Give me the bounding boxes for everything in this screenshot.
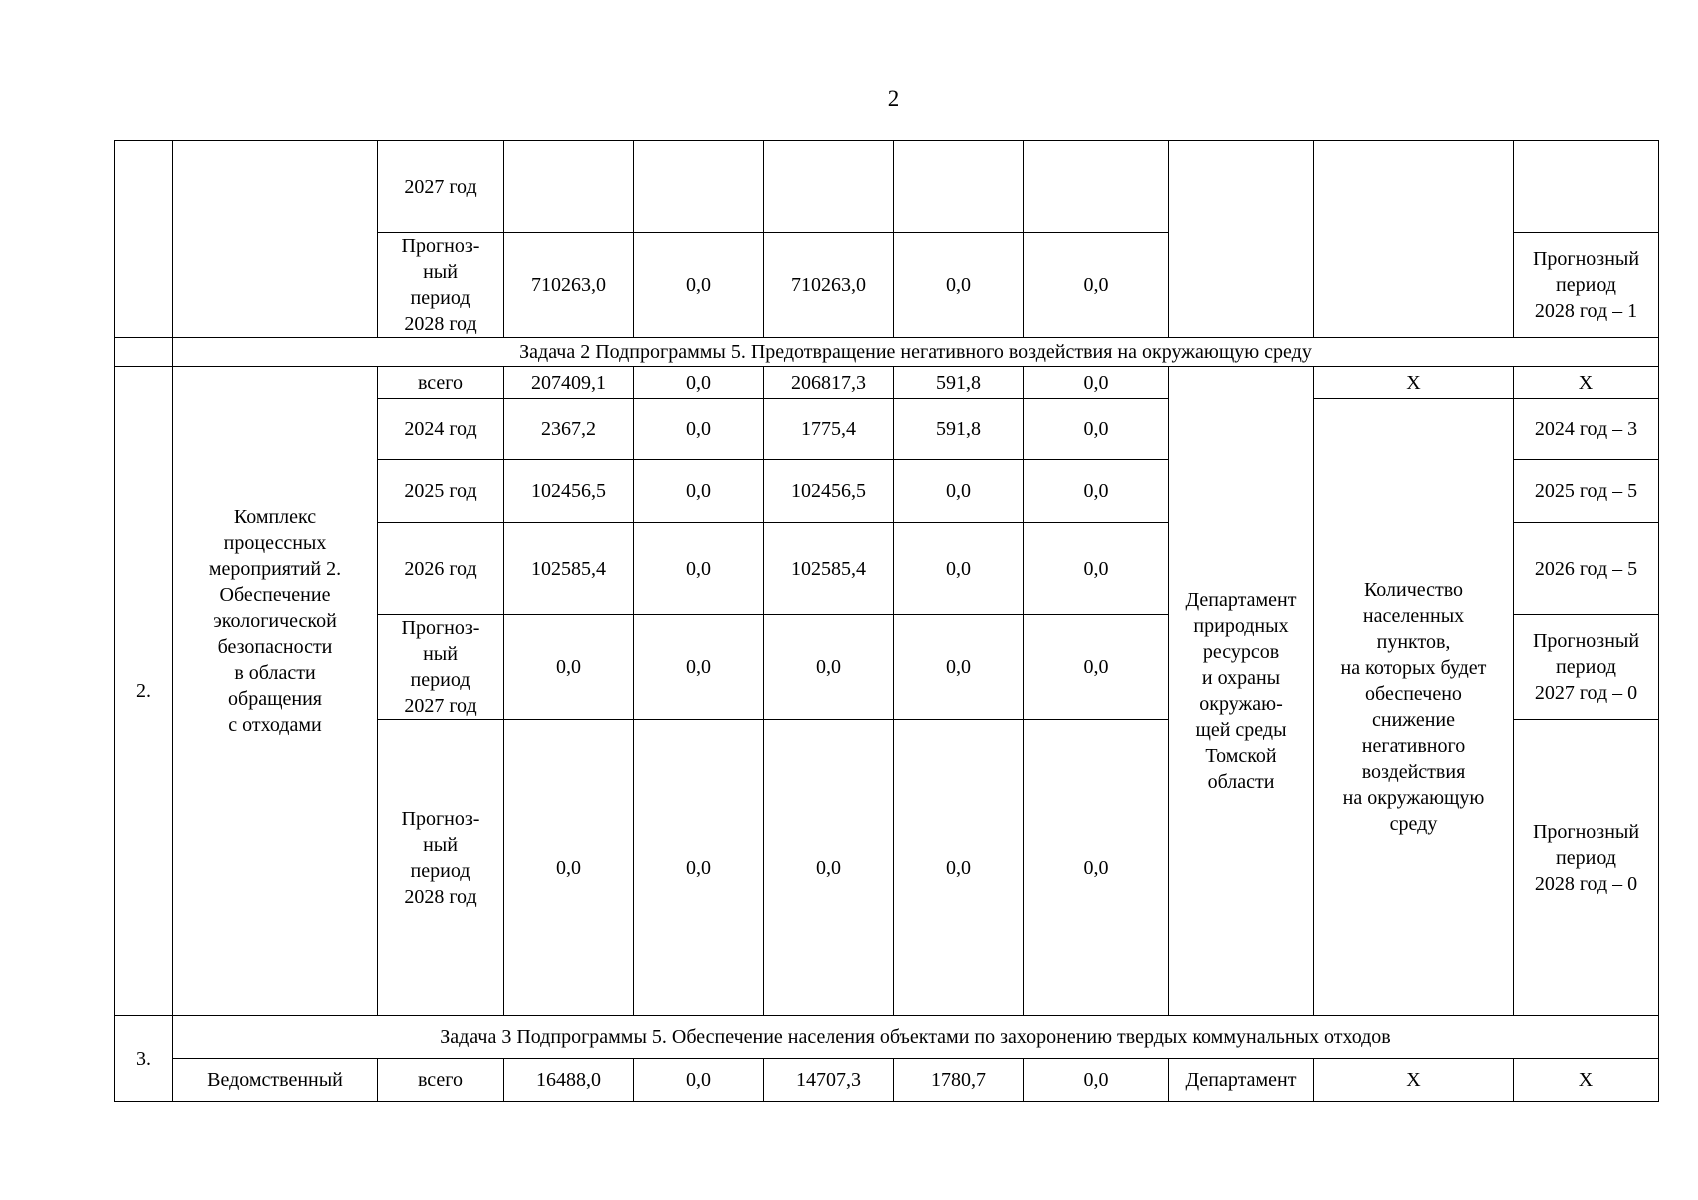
indicator-name-cell: Количество населенных пунктов, на которых будет обеспечено снижение негативного воздействия на окружающую среду (1314, 399, 1514, 1016)
federal-cell: 0,0 (634, 1059, 764, 1102)
regional-cell: 0,0 (764, 615, 894, 720)
item-number-cell: 3. (115, 1016, 173, 1102)
program-table (114, 140, 1659, 1102)
regional-cell: 0,0 (764, 720, 894, 1016)
federal-cell (634, 141, 764, 233)
regional-cell: 102585,4 (764, 523, 894, 615)
extra-budget-cell: 0,0 (1024, 615, 1169, 720)
extra-budget-cell: 0,0 (1024, 523, 1169, 615)
item-number-cell (115, 141, 173, 338)
indicator-x-value-cell: Х (1514, 367, 1659, 399)
period-cell: всего (378, 1059, 504, 1102)
indicator-value-cell: 2025 год – 5 (1514, 460, 1659, 523)
total-cell: 102456,5 (504, 460, 634, 523)
total-cell (504, 141, 634, 233)
extra-budget-cell: 0,0 (1024, 367, 1169, 399)
local-cell: 0,0 (894, 233, 1024, 338)
federal-cell: 0,0 (634, 720, 764, 1016)
regional-cell: 710263,0 (764, 233, 894, 338)
item-name-cell: Комплекс процессных мероприятий 2. Обеспечение экологической безопасности в области обращения с отходами (173, 367, 378, 1016)
item-name-cell: Ведомственный (173, 1059, 378, 1102)
local-cell: 0,0 (894, 523, 1024, 615)
local-cell: 591,8 (894, 399, 1024, 460)
total-cell: 102585,4 (504, 523, 634, 615)
local-cell: 0,0 (894, 720, 1024, 1016)
federal-cell: 0,0 (634, 233, 764, 338)
federal-cell: 0,0 (634, 367, 764, 399)
indicator-value-cell (1514, 141, 1659, 233)
indicator-x-value-cell: Х (1514, 1059, 1659, 1102)
total-cell: 0,0 (504, 720, 634, 1016)
extra-budget-cell: 0,0 (1024, 720, 1169, 1016)
indicator-x-cell: Х (1314, 1059, 1514, 1102)
local-cell: 0,0 (894, 615, 1024, 720)
indicator-value-cell: 2026 год – 5 (1514, 523, 1659, 615)
regional-cell: 1775,4 (764, 399, 894, 460)
total-cell: 207409,1 (504, 367, 634, 399)
regional-cell: 206817,3 (764, 367, 894, 399)
task-row (115, 338, 1659, 367)
period-cell: 2025 год (378, 460, 504, 523)
task-title: Задача 3 Подпрограммы 5. Обеспечение населения объектами по захоронению твердых коммунальных отходов (173, 1016, 1659, 1059)
local-cell: 1780,7 (894, 1059, 1024, 1102)
period-cell: 2024 год (378, 399, 504, 460)
federal-cell: 0,0 (634, 399, 764, 460)
extra-budget-cell (1024, 141, 1169, 233)
indicator-value-cell: Прогнозный период 2028 год – 0 (1514, 720, 1659, 1016)
total-cell: 2367,2 (504, 399, 634, 460)
indicator-name-cell (1314, 141, 1514, 338)
table-row-2027 (115, 141, 1659, 233)
regional-cell: 102456,5 (764, 460, 894, 523)
table-row-total (115, 1059, 1659, 1102)
period-cell: 2026 год (378, 523, 504, 615)
total-cell: 16488,0 (504, 1059, 634, 1102)
executor-cell: Департамент природных ресурсов и охраны окружаю- щей среды Томской области (1169, 367, 1314, 1016)
task-title: Задача 2 Подпрограммы 5. Предотвращение негативного воздействия на окружающую среду (173, 338, 1659, 367)
indicator-x-cell: Х (1314, 367, 1514, 399)
extra-budget-cell: 0,0 (1024, 460, 1169, 523)
federal-cell: 0,0 (634, 460, 764, 523)
period-cell: всего (378, 367, 504, 399)
regional-cell: 14707,3 (764, 1059, 894, 1102)
regional-cell (764, 141, 894, 233)
local-cell: 0,0 (894, 460, 1024, 523)
indicator-value-cell: 2024 год – 3 (1514, 399, 1659, 460)
local-cell: 591,8 (894, 367, 1024, 399)
extra-budget-cell: 0,0 (1024, 399, 1169, 460)
task-number-cell (115, 338, 173, 367)
period-cell: Прогноз- ный период 2027 год (378, 615, 504, 720)
federal-cell: 0,0 (634, 615, 764, 720)
period-cell: 2027 год (378, 141, 504, 233)
period-cell: Прогноз- ный период 2028 год (378, 720, 504, 1016)
extra-budget-cell: 0,0 (1024, 1059, 1169, 1102)
federal-cell: 0,0 (634, 523, 764, 615)
period-cell: Прогноз- ный период 2028 год (378, 233, 504, 338)
task-row (115, 1016, 1659, 1059)
page-number: 2 (887, 86, 900, 111)
executor-cell: Департамент (1169, 1059, 1314, 1102)
indicator-value-cell: Прогнозный период 2028 год – 1 (1514, 233, 1659, 338)
item-number-cell: 2. (115, 367, 173, 1016)
item-name-cell (173, 141, 378, 338)
executor-cell (1169, 141, 1314, 338)
table-row-total (115, 367, 1659, 399)
indicator-value-cell: Прогнозный период 2027 год – 0 (1514, 615, 1659, 720)
local-cell (894, 141, 1024, 233)
total-cell: 710263,0 (504, 233, 634, 338)
total-cell: 0,0 (504, 615, 634, 720)
extra-budget-cell: 0,0 (1024, 233, 1169, 338)
